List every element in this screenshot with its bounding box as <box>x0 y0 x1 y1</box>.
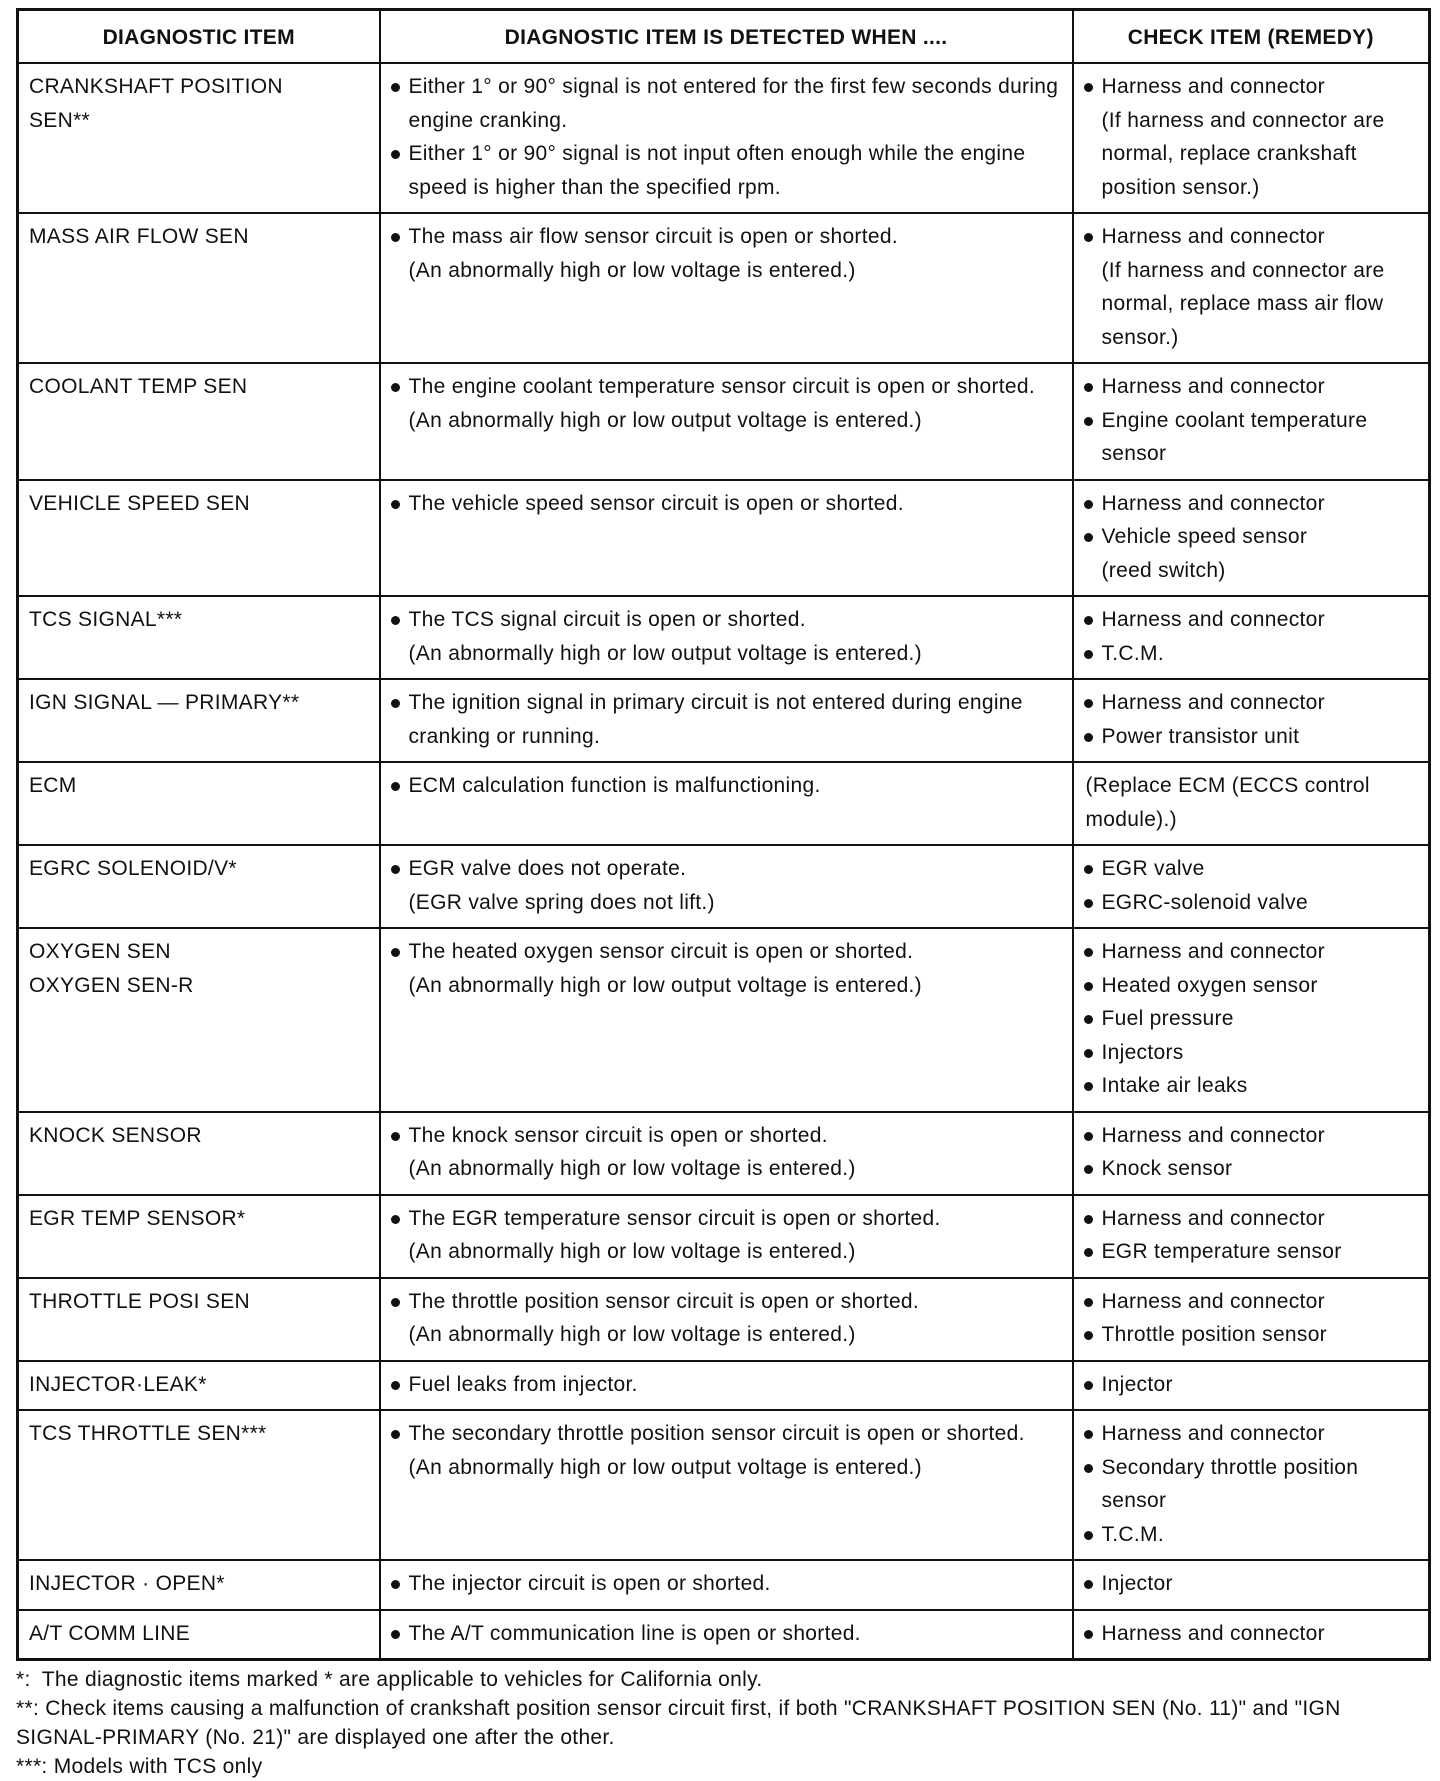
detected-when-cell <box>380 845 1073 928</box>
check-item-bullet: Heated oxygen sensor <box>1082 969 1421 1003</box>
check-item-cell <box>1073 480 1430 597</box>
detected-when-cell <box>380 480 1073 597</box>
check-item-bullet: Harness and connector <box>1082 1202 1421 1236</box>
diagnostic-item-text: EGR TEMP SENSOR* <box>29 1206 246 1230</box>
detected-when-cell <box>380 596 1073 679</box>
diagnostic-item-text: IGN SIGNAL — PRIMARY** <box>29 691 300 714</box>
detected-when-bullet: The injector circuit is open or shorted. <box>389 1567 1064 1601</box>
detected-when-bullet: The ignition signal in primary circuit is not entered during engine cranking or running. <box>389 686 1064 753</box>
diagnostic-item-cell <box>18 1195 380 1278</box>
check-item-text: (Replace ECM (ECCS control module).) <box>1085 774 1370 831</box>
table-row <box>18 1410 1430 1560</box>
document-page <box>16 8 1428 1781</box>
check-item-bullet: Fuel pressure <box>1082 1002 1421 1036</box>
check-item-bullet: Power transistor unit <box>1082 720 1421 754</box>
check-item-cell <box>1073 1195 1430 1278</box>
check-item-bullet: Harness and connector <box>1082 370 1421 404</box>
table-row <box>18 1278 1430 1361</box>
detected-when-text: (An abnormally high or low output voltage is entered.) <box>408 408 922 432</box>
detected-when-text: (An abnormally high or low output voltage is entered.) <box>408 973 922 997</box>
check-item-cell <box>1073 845 1430 928</box>
diagnostic-item-text: EGRC SOLENOID/V* <box>29 857 237 880</box>
detected-when-cell <box>380 928 1073 1112</box>
check-item-bullet: EGR temperature sensor <box>1082 1235 1421 1269</box>
diagnostic-item-text: SEN** <box>29 108 91 132</box>
diagnostic-item-text: CRANKSHAFT POSITION <box>29 75 283 98</box>
footnote-mark: ***: <box>16 1755 48 1778</box>
detected-when-bullet: The heated oxygen sensor circuit is open or shorted. <box>389 935 1064 969</box>
detected-when-bullet: The secondary throttle position sensor circuit is open or shorted. <box>389 1417 1064 1451</box>
detected-when-bullet: The throttle position sensor circuit is open or shorted. <box>389 1285 1064 1319</box>
detected-when-cell <box>380 679 1073 762</box>
detected-when-cell <box>380 213 1073 363</box>
diagnostic-item-cell <box>18 762 380 845</box>
diagnostic-item-text: TCS THROTTLE SEN*** <box>29 1422 267 1445</box>
detected-when-bullet: EGR valve does not operate. <box>389 852 1064 886</box>
table-row <box>18 1195 1430 1278</box>
detected-when-bullet: The A/T communication line is open or shorted. <box>389 1617 1064 1651</box>
footnote-text: Check items causing a malfunction of crankshaft position sensor circuit first, if both "CRANKSHAFT POSITION SEN (No. 11)" and "IGN SIGNAL-PRIMARY (No. 21)" are displayed one after the other. <box>16 1697 1341 1749</box>
detected-when-cell <box>380 1560 1073 1610</box>
diagnostic-item-text: ECM <box>29 774 77 797</box>
check-item-cell <box>1073 63 1430 213</box>
table-row <box>18 1361 1430 1411</box>
check-item-bullet: EGRC-solenoid valve <box>1082 886 1421 920</box>
detected-when-cell <box>380 363 1073 480</box>
table-row <box>18 1560 1430 1610</box>
diagnostic-item-cell <box>18 1278 380 1361</box>
detected-when-cell <box>380 1112 1073 1195</box>
footnote-mark: **: <box>16 1697 40 1720</box>
check-item-cell <box>1073 213 1430 363</box>
check-item-bullet: Harness and connector <box>1082 935 1421 969</box>
diagnostic-item-text: COOLANT TEMP SEN <box>29 375 248 398</box>
detected-when-bullet: Either 1° or 90° signal is not entered for the first few seconds during engine cranking. <box>389 70 1064 137</box>
check-item-bullet: Harness and connector <box>1082 686 1421 720</box>
check-item-bullet: Harness and connector <box>1082 1285 1421 1319</box>
table-row <box>18 928 1430 1112</box>
header-diagnostic-item: DIAGNOSTIC ITEM <box>18 10 380 64</box>
check-item-bullet: Harness and connector <box>1082 70 1421 104</box>
detected-when-bullet: Either 1° or 90° signal is not input often enough while the engine speed is higher than the specified rpm. <box>389 137 1064 204</box>
check-item-bullet: T.C.M. <box>1082 1518 1421 1552</box>
check-item-cell <box>1073 363 1430 480</box>
check-item-cell <box>1073 762 1430 845</box>
check-item-cell <box>1073 1361 1430 1411</box>
diagnostic-item-cell <box>18 845 380 928</box>
table-row <box>18 363 1430 480</box>
diagnostic-item-cell <box>18 1112 380 1195</box>
detected-when-text: (An abnormally high or low output voltage is entered.) <box>408 1455 922 1479</box>
detected-when-text: (An abnormally high or low voltage is entered.) <box>408 258 856 282</box>
table-row <box>18 213 1430 363</box>
diagnostic-item-cell <box>18 679 380 762</box>
check-item-bullet: Harness and connector <box>1082 1617 1421 1651</box>
table-row <box>18 1610 1430 1660</box>
table-row <box>18 63 1430 213</box>
diagnostic-item-cell <box>18 1560 380 1610</box>
detected-when-bullet: ECM calculation function is malfunctioning. <box>389 769 1064 803</box>
check-item-bullet: Injectors <box>1082 1036 1421 1070</box>
footnote <box>16 1694 1428 1752</box>
check-item-text: (reed switch) <box>1101 558 1226 582</box>
check-item-bullet: T.C.M. <box>1082 637 1421 671</box>
check-item-text: (If harness and connector are normal, replace crankshaft position sensor.) <box>1101 108 1385 199</box>
check-item-cell <box>1073 928 1430 1112</box>
check-item-bullet: Secondary throttle position sensor <box>1082 1451 1421 1518</box>
check-item-bullet: Harness and connector <box>1082 1417 1421 1451</box>
table-row <box>18 845 1430 928</box>
table-row <box>18 762 1430 845</box>
table-row <box>18 480 1430 597</box>
check-item-cell <box>1073 1112 1430 1195</box>
diagnostic-item-cell <box>18 1410 380 1560</box>
diagnostic-item-cell <box>18 1361 380 1411</box>
diagnostic-item-text: VEHICLE SPEED SEN <box>29 491 251 515</box>
diagnostic-item-cell <box>18 596 380 679</box>
diagnostic-item-cell <box>18 1610 380 1660</box>
footnote <box>16 1665 1428 1694</box>
detected-when-cell <box>380 1610 1073 1660</box>
table-row <box>18 596 1430 679</box>
diagnostic-item-cell <box>18 480 380 597</box>
check-item-cell <box>1073 596 1430 679</box>
diagnostic-item-text: THROTTLE POSI SEN <box>29 1289 250 1313</box>
diagnostic-item-cell <box>18 928 380 1112</box>
diagnostic-item-cell <box>18 213 380 363</box>
check-item-bullet: Vehicle speed sensor <box>1082 520 1421 554</box>
diagnostic-item-text: OXYGEN SEN-R <box>29 973 194 997</box>
diagnostic-item-text: INJECTOR · OPEN* <box>29 1572 225 1595</box>
check-item-bullet: Intake air leaks <box>1082 1069 1421 1103</box>
detected-when-cell <box>380 1278 1073 1361</box>
footnote <box>16 1752 1428 1781</box>
detected-when-cell <box>380 762 1073 845</box>
footnote-text: The diagnostic items marked * are applicable to vehicles for California only. <box>36 1668 763 1691</box>
diagnostic-item-cell <box>18 63 380 213</box>
check-item-bullet: Harness and connector <box>1082 603 1421 637</box>
diagnostic-item-text: KNOCK SENSOR <box>29 1123 202 1147</box>
check-item-bullet: Injector <box>1082 1368 1421 1402</box>
detected-when-cell <box>380 1410 1073 1560</box>
check-item-bullet: Injector <box>1082 1567 1421 1601</box>
detected-when-text: (EGR valve spring does not lift.) <box>408 890 715 914</box>
table-body <box>18 63 1430 1660</box>
diagnostic-item-text: INJECTOR·LEAK* <box>29 1372 207 1396</box>
footnotes <box>16 1665 1428 1781</box>
header-check-item: CHECK ITEM (REMEDY) <box>1073 10 1430 64</box>
table-header-row <box>18 10 1430 64</box>
detected-when-cell <box>380 63 1073 213</box>
check-item-bullet: Knock sensor <box>1082 1152 1421 1186</box>
detected-when-text: (An abnormally high or low voltage is entered.) <box>408 1157 856 1180</box>
detected-when-text: (An abnormally high or low voltage is entered.) <box>408 1323 856 1346</box>
check-item-cell <box>1073 1278 1430 1361</box>
footnote-text: Models with TCS only <box>47 1755 263 1778</box>
check-item-bullet: Engine coolant temperature sensor <box>1082 404 1421 471</box>
detected-when-bullet: The knock sensor circuit is open or shorted. <box>389 1119 1064 1153</box>
header-detected-when: DIAGNOSTIC ITEM IS DETECTED WHEN .... <box>380 10 1073 64</box>
check-item-bullet: Harness and connector <box>1082 487 1421 521</box>
diagnostic-item-text: A/T COMM LINE <box>29 1621 191 1645</box>
table-row <box>18 679 1430 762</box>
diagnostic-item-cell <box>18 363 380 480</box>
detected-when-cell <box>380 1361 1073 1411</box>
detected-when-bullet: The vehicle speed sensor circuit is open or shorted. <box>389 487 1064 521</box>
check-item-cell <box>1073 679 1430 762</box>
check-item-bullet: Harness and connector <box>1082 220 1421 254</box>
detected-when-bullet: The engine coolant temperature sensor circuit is open or shorted. <box>389 370 1064 404</box>
check-item-cell <box>1073 1410 1430 1560</box>
check-item-bullet: EGR valve <box>1082 852 1421 886</box>
check-item-bullet: Throttle position sensor <box>1082 1318 1421 1352</box>
diagnostic-item-text: TCS SIGNAL*** <box>29 608 183 631</box>
detected-when-bullet: The TCS signal circuit is open or shorted. <box>389 603 1064 637</box>
diagnostic-item-text: OXYGEN SEN <box>29 940 171 963</box>
detected-when-bullet: The EGR temperature sensor circuit is open or shorted. <box>389 1202 1064 1236</box>
footnote-mark: *: <box>16 1668 31 1691</box>
check-item-bullet: Harness and connector <box>1082 1119 1421 1153</box>
detected-when-bullet: Fuel leaks from injector. <box>389 1368 1064 1402</box>
check-item-text: (If harness and connector are normal, replace mass air flow sensor.) <box>1101 258 1385 349</box>
detected-when-cell <box>380 1195 1073 1278</box>
table-row <box>18 1112 1430 1195</box>
diagnostic-item-text: MASS AIR FLOW SEN <box>29 225 249 248</box>
detected-when-text: (An abnormally high or low output voltage is entered.) <box>408 641 922 665</box>
check-item-cell <box>1073 1610 1430 1660</box>
check-item-cell <box>1073 1560 1430 1610</box>
detected-when-text: (An abnormally high or low voltage is entered.) <box>408 1240 856 1263</box>
diagnostic-table <box>16 8 1431 1661</box>
detected-when-bullet: The mass air flow sensor circuit is open or shorted. <box>389 220 1064 254</box>
